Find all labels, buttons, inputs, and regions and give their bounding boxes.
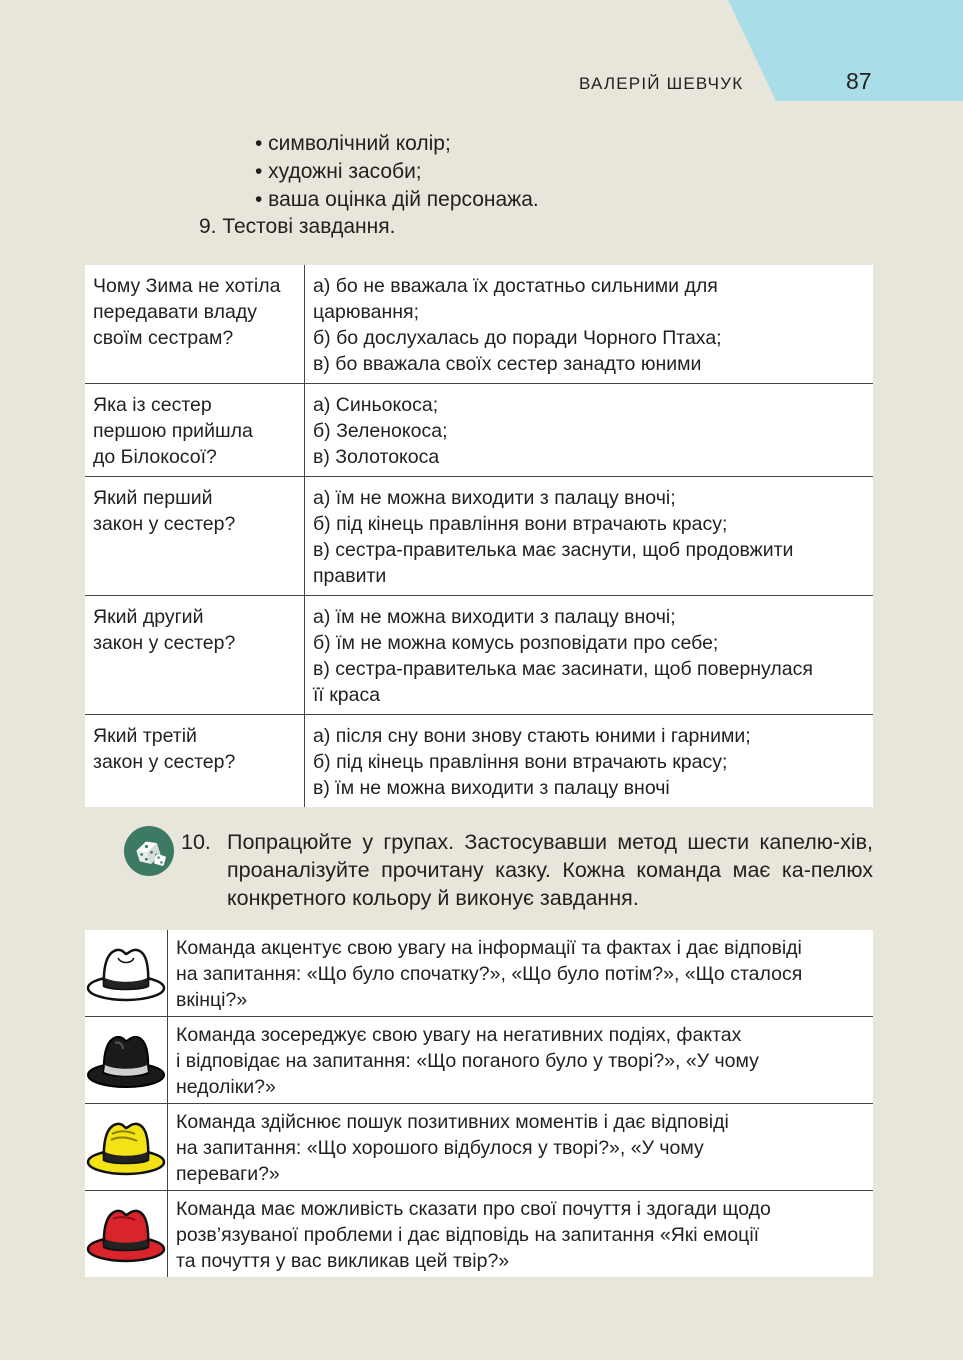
hat-cell xyxy=(85,1104,168,1191)
question-line: Який третій xyxy=(93,725,197,747)
hat-description-line: Команда зосереджує свою увагу на негативних подіях, фактах xyxy=(176,1024,742,1046)
table-row xyxy=(85,477,873,596)
answer-line: в) їм не можна виходити з палацу вночі xyxy=(313,777,670,799)
question-cell xyxy=(85,384,305,477)
hat-description-cell xyxy=(168,1191,874,1278)
answers-cell xyxy=(305,384,874,477)
table-row xyxy=(85,1191,873,1278)
bullet-item: • ваша оцінка дій персонажа. xyxy=(255,188,539,211)
hat-description-line: на запитання: «Що хорошого відбулося у творі?», «У чому xyxy=(176,1137,704,1159)
answer-line: б) під кінець правління вони втрачають красу; xyxy=(313,751,728,773)
answer-line: в) Золотокоса xyxy=(313,446,440,468)
answer-line: в) сестра-правителька має заснути, щоб продовжити xyxy=(313,539,794,561)
answer-line: а) Синьокоса; xyxy=(313,394,439,416)
question-cell xyxy=(85,265,305,384)
hat-description-line: недоліки?» xyxy=(176,1076,276,1098)
yellow-hat-icon xyxy=(85,1114,167,1180)
question-cell xyxy=(85,477,305,596)
question-line: Який перший xyxy=(93,487,213,509)
task-9-heading: 9. Тестові завдання. xyxy=(199,215,396,238)
bullet-item: • художні засоби; xyxy=(255,160,422,183)
question-line: закон у сестер? xyxy=(93,513,236,535)
bullet-list xyxy=(255,130,539,214)
question-line: закон у сестер? xyxy=(93,751,236,773)
table-row xyxy=(85,1017,873,1104)
answers-cell xyxy=(305,477,874,596)
hat-description-cell xyxy=(168,930,874,1017)
task-10-number: 10. xyxy=(181,830,211,854)
question-line: Який другий xyxy=(93,606,204,628)
running-header-author: ВАЛЕРІЙ ШЕВЧУК xyxy=(579,74,744,93)
answer-line: а) їм не можна виходити з палацу вночі; xyxy=(313,487,676,509)
answer-line: б) під кінець правління вони втрачають красу; xyxy=(313,513,728,535)
hat-description-cell xyxy=(168,1017,874,1104)
page-number: 87 xyxy=(846,68,872,94)
question-cell xyxy=(85,715,305,808)
question-cell xyxy=(85,596,305,715)
table-row xyxy=(85,384,873,477)
question-line: першою прийшла xyxy=(93,420,253,442)
answer-line: б) Зеленокоса; xyxy=(313,420,448,442)
task-10-text: Попрацюйте у групах. Застосувавши метод шести капелю-хів, проаналізуйте прочитану казку. Кожна команда має ка-пелюх конкретного кольору й виконує завдання. xyxy=(227,830,873,910)
dice-icon xyxy=(124,826,174,876)
answers-cell xyxy=(305,265,874,384)
question-line: Яка із сестер xyxy=(93,394,212,416)
answer-line: царювання; xyxy=(313,301,419,323)
hat-description-cell xyxy=(168,1104,874,1191)
hat-cell xyxy=(85,1017,168,1104)
hat-description-line: Команда акцентує свою увагу на інформації та фактах і дає відповіді xyxy=(176,937,802,959)
black-hat-icon xyxy=(85,1027,167,1093)
table-row xyxy=(85,1104,873,1191)
question-line: передавати владу xyxy=(93,301,257,323)
hat-description-line: вкінці?» xyxy=(176,989,248,1011)
hat-description-line: Команда має можливість сказати про свої почуття і здогади щодо xyxy=(176,1198,771,1220)
hat-description-line: переваги?» xyxy=(176,1163,280,1185)
question-line: закон у сестер? xyxy=(93,632,236,654)
answer-line: а) їм не можна виходити з палацу вночі; xyxy=(313,606,676,628)
hat-cell xyxy=(85,930,168,1017)
hat-description-line: Команда здійснює пошук позитивних моментів і дає відповіді xyxy=(176,1111,729,1133)
question-line: Чому Зима не хотіла xyxy=(93,275,281,297)
test-questions-table xyxy=(85,265,873,807)
answer-line: б) бо дослухалась до поради Чорного Птаха; xyxy=(313,327,722,349)
six-hats-table xyxy=(85,930,873,1277)
hat-description-line: на запитання: «Що було спочатку?», «Що було потім?», «Що сталося xyxy=(176,963,803,985)
white-hat-icon xyxy=(85,940,167,1006)
hat-description-line: і відповідає на запитання: «Що поганого було у творі?», «У чому xyxy=(176,1050,759,1072)
question-line: своїм сестрам? xyxy=(93,327,234,349)
hat-description-line: розв’язуваної проблеми і дає відповідь на запитання «Які емоції xyxy=(176,1224,760,1246)
table-row xyxy=(85,715,873,808)
table-row xyxy=(85,265,873,384)
answers-cell xyxy=(305,596,874,715)
hat-description-line: та почуття у вас викликав цей твір?» xyxy=(176,1250,510,1272)
answer-line: правити xyxy=(313,565,387,587)
table-row xyxy=(85,596,873,715)
answer-line: в) бо вважала своїх сестер занадто юними xyxy=(313,353,702,375)
answer-line: її краса xyxy=(313,684,381,706)
answer-line: б) їм не можна комусь розповідати про себе; xyxy=(313,632,719,654)
red-hat-icon xyxy=(85,1201,167,1267)
bullet-item: • символічний колір; xyxy=(255,132,451,155)
answer-line: в) сестра-правителька має засинати, щоб повернулася xyxy=(313,658,813,680)
answer-line: а) після сну вони знову стають юними і гарними; xyxy=(313,725,751,747)
hat-cell xyxy=(85,1191,168,1278)
question-line: до Білокосої? xyxy=(93,446,217,468)
answer-line: а) бо не вважала їх достатньо сильними для xyxy=(313,275,718,297)
answers-cell xyxy=(305,715,874,808)
table-row xyxy=(85,930,873,1017)
